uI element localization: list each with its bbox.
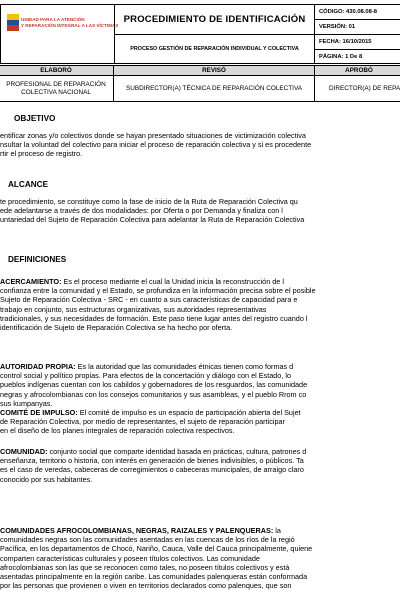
text-line: afrocolombianas son las que se reconocen como tales, no poseen títulos colectivos y está <box>0 562 290 572</box>
text-line: en el diseño de los planes integrales de reparación colectiva respectivos. <box>0 426 235 436</box>
aprobo-value: DIRECTOR(A) DE REPA <box>314 75 400 102</box>
version-cell <box>314 19 400 35</box>
document-header <box>0 4 400 64</box>
text-line: sus kumpanyas. <box>0 398 53 408</box>
text-line: de Reparación Colectiva, por medio de representantes, el sujeto de reparación participar <box>0 417 285 427</box>
text-line: asentadas principalmente en la región caribe. Las comunidades palenqueras están conformada <box>0 572 308 582</box>
text-line: conjunto social que comparte identidad basada en prácticas, cultura, patrones d <box>47 447 307 456</box>
version-text: VERSIÓN: 01 <box>319 24 356 30</box>
comunidad-definition <box>0 447 400 484</box>
text-line: es el caso de veredas, cabeceras de corregimientos o cabeceras municipales, de arraigo claro <box>0 465 304 475</box>
text-line: ede adelantarse a través de dos modalidades: por Oferta o por Demanda y finaliza con l <box>0 206 283 216</box>
fecha-cell <box>314 34 400 50</box>
fecha-text: FECHA: 16/10/2015 <box>319 39 372 45</box>
text-line: Sujeto de Reparación Colectiva - SRC - en cuanto a sus características de capacidad para e <box>0 295 298 305</box>
text-line: control social y político propias. Para efectos de la concertación y diálogo con el Estado, lo <box>0 371 291 381</box>
text-line: comunidades negras son las comunidades asentadas en las cuencas de los ríos de la regió <box>0 535 295 545</box>
comite-term: COMITÉ DE IMPULSO: <box>0 408 78 417</box>
reviso-value: SUBDIRECTOR(A) TÉCNICA DE REPARACIÓN COLECTIVA <box>113 75 315 102</box>
objetivo-heading: OBJETIVO <box>14 114 56 123</box>
elaboro-header: ELABORÓ <box>0 65 114 76</box>
title-cell <box>114 4 315 35</box>
afro-term: COMUNIDADES AFROCOLOMBIANAS, NEGRAS, RAIZALES Y PALENQUERAS: <box>0 526 274 535</box>
pagina-cell <box>314 49 400 64</box>
comunidad-term: COMUNIDAD: <box>0 447 48 456</box>
logo-text-line2: Y REPARACIÓN INTEGRAL A LAS VÍCTIMAS <box>21 23 119 28</box>
text-line: por las personas que provienen o viven en territorios declarados como palenques, que son <box>0 581 292 591</box>
text-line: identificación de Sujeto de Reparación Colectiva se ha hecho por oferta. <box>0 323 233 333</box>
text-line: trabajo en conjunto, sus estructuras organizativas, sus autoridades representativas <box>0 304 267 314</box>
definiciones-heading: DEFINICIONES <box>8 255 67 264</box>
document-title: PROCEDIMIENTO DE IDENTIFICACIÓN <box>123 14 306 25</box>
logo-cell <box>0 4 119 64</box>
text-line: te procedimiento, se constituye como la fase de inicio de la Ruta de Reparación Colectiva qu <box>0 197 298 206</box>
logo-text-line1: UNIDAD PARA LA ATENCIÓN <box>21 17 85 22</box>
acercamiento-term: ACERCAMIENTO: <box>0 277 62 286</box>
codigo-cell <box>314 4 400 20</box>
aprobo-header: APROBÓ <box>314 65 400 76</box>
alcance-heading: ALCANCE <box>8 180 49 189</box>
alcance-paragraph <box>0 197 400 225</box>
process-name: PROCESO GESTIÓN DE REPARACIÓN INDIVIDUAL Y COLECTIVA <box>130 46 299 52</box>
codigo-text: CÓDIGO: 430.08.08-8 <box>319 9 377 15</box>
reviso-header: REVISÓ <box>113 65 315 76</box>
elaboro-value: PROFESIONAL DE REPARACIÓN COLECTIVA NACIONAL <box>0 75 114 102</box>
text-line: entificar zonas y/o colectivos donde se hayan presentado situaciones de victimización colectiva <box>0 131 306 140</box>
text-line: comparten características culturales y poseen títulos colectivos. Las comunidade <box>0 553 260 563</box>
text-line: nsultar la voluntad del colectivo para iniciar el proceso de reparación colectiva y si es procedente <box>0 140 312 150</box>
autoridad-term: AUTORIDAD PROPIA: <box>0 362 76 371</box>
autoridad-definition <box>0 362 400 408</box>
text-line: pueblos indígenas cuentan con los cabildos y gobernadores de los resguardos, las comunidade <box>0 380 308 390</box>
acercamiento-definition <box>0 277 400 332</box>
objetivo-paragraph <box>0 131 400 159</box>
text-line: untariedad del Sujeto de Reparación Colectiva para adelantar la Ruta de Reparación Colectiva <box>0 215 305 225</box>
text-line: Es la autoridad que las comunidades étnicas tienen como formas d <box>75 362 294 371</box>
text-line: El comité de impulso es un espacio de participación abierta del Sujet <box>77 408 301 417</box>
comite-definition <box>0 408 400 436</box>
pagina-text: PÁGINA: 1 De 8 <box>319 53 363 60</box>
text-line: tradicionales, y sus necesidades de formación. Este paso tiene lugar antes del registro cuando l <box>0 313 308 323</box>
approval-table <box>0 65 400 111</box>
text-line: la <box>273 526 281 535</box>
text-line: Es el proceso mediante el cual la Unidad inicia la reconstrucción de l <box>61 277 284 286</box>
text-line: negras y afrocolombianas con los consejos comunitarios y sus asambleas, y el pueblo Rrom co <box>0 389 307 399</box>
text-line: Pacífica, en los departamentos de Chocó, Nariño, Cauca, Valle del Cauca principalmente, quiene <box>0 544 313 554</box>
text-line: conocido por sus habitantes. <box>0 474 93 484</box>
process-cell <box>114 34 315 64</box>
text-line: enseñanza, territorio o historia, con interés en generación de bienes indivisibles, o públicos. Ta <box>0 456 304 466</box>
text-line: rtir el proceso de registro. <box>0 149 83 159</box>
text-line: confianza entre la comunidad y el Estado, se profundiza en la información precisa sobre el posible <box>0 286 316 296</box>
afro-definition <box>0 526 400 590</box>
unidad-victimas-logo <box>7 14 119 38</box>
